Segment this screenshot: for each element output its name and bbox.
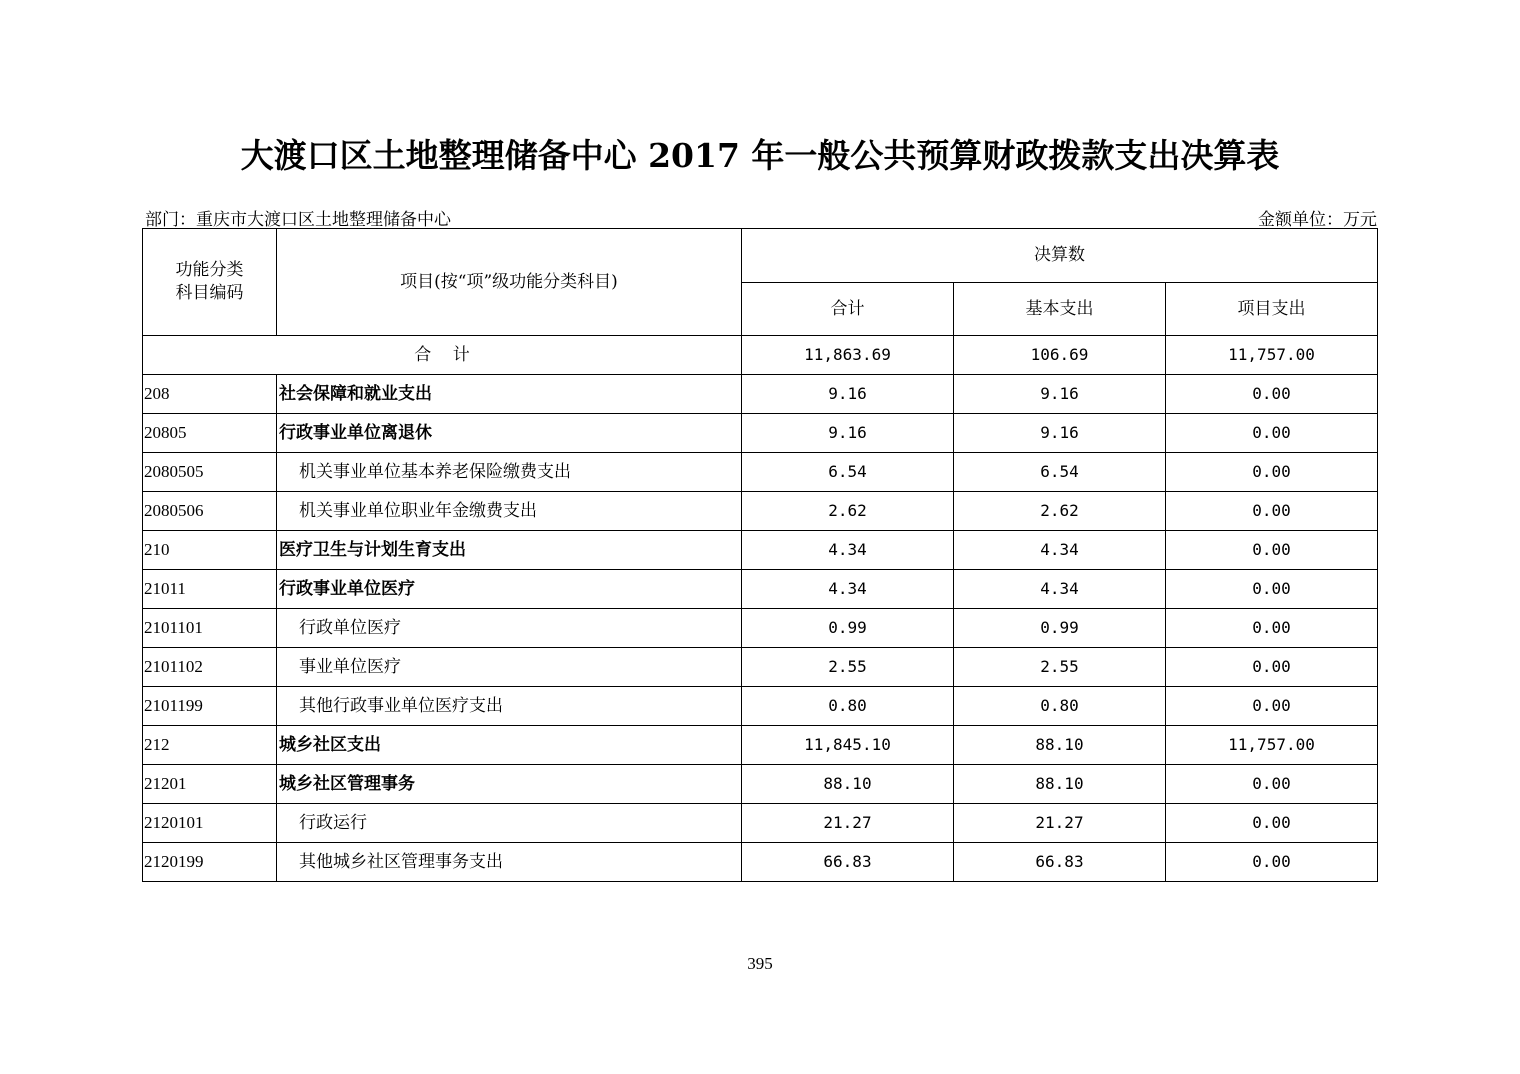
row-code: 2101199 bbox=[143, 687, 277, 726]
row-total: 9.16 bbox=[742, 414, 954, 453]
row-code: 2120199 bbox=[143, 843, 277, 882]
row-project: 11,757.00 bbox=[1166, 726, 1378, 765]
row-total: 0.99 bbox=[742, 609, 954, 648]
total-total: 11,863.69 bbox=[742, 336, 954, 375]
total-basic: 106.69 bbox=[954, 336, 1166, 375]
row-basic: 2.55 bbox=[954, 648, 1166, 687]
row-total: 9.16 bbox=[742, 375, 954, 414]
table-row bbox=[143, 726, 1378, 765]
row-code: 2080506 bbox=[143, 492, 277, 531]
row-basic: 9.16 bbox=[954, 414, 1166, 453]
header-row-1 bbox=[143, 229, 1378, 283]
row-project: 0.00 bbox=[1166, 414, 1378, 453]
row-code: 20805 bbox=[143, 414, 277, 453]
row-project: 0.00 bbox=[1166, 375, 1378, 414]
row-code: 2120101 bbox=[143, 804, 277, 843]
table-row bbox=[143, 765, 1378, 804]
table-row bbox=[143, 414, 1378, 453]
header-item: 项目(按“项”级功能分类科目) bbox=[277, 229, 742, 336]
row-total: 88.10 bbox=[742, 765, 954, 804]
row-basic: 6.54 bbox=[954, 453, 1166, 492]
total-label: 合 计 bbox=[143, 336, 742, 375]
table-body bbox=[143, 229, 1378, 882]
header-code bbox=[143, 229, 277, 336]
row-project: 0.00 bbox=[1166, 765, 1378, 804]
table-row bbox=[143, 453, 1378, 492]
row-basic: 21.27 bbox=[954, 804, 1166, 843]
row-name: 行政运行 bbox=[277, 804, 742, 843]
row-project: 0.00 bbox=[1166, 648, 1378, 687]
row-basic: 4.34 bbox=[954, 531, 1166, 570]
row-basic: 0.99 bbox=[954, 609, 1166, 648]
table-row bbox=[143, 687, 1378, 726]
budget-table bbox=[142, 228, 1378, 882]
row-name: 机关事业单位职业年金缴费支出 bbox=[277, 492, 742, 531]
table-row bbox=[143, 492, 1378, 531]
amount-unit-label: 金额单位：万元 bbox=[1258, 210, 1377, 230]
row-name: 机关事业单位基本养老保险缴费支出 bbox=[277, 453, 742, 492]
table-row bbox=[143, 375, 1378, 414]
row-project: 0.00 bbox=[1166, 687, 1378, 726]
row-code: 208 bbox=[143, 375, 277, 414]
header-col-total: 合计 bbox=[742, 283, 954, 336]
header-group: 决算数 bbox=[742, 229, 1378, 283]
table-row bbox=[143, 843, 1378, 882]
row-name: 医疗卫生与计划生育支出 bbox=[277, 531, 742, 570]
row-basic: 4.34 bbox=[954, 570, 1166, 609]
row-total: 2.55 bbox=[742, 648, 954, 687]
row-code: 21011 bbox=[143, 570, 277, 609]
row-name: 社会保障和就业支出 bbox=[277, 375, 742, 414]
row-project: 0.00 bbox=[1166, 843, 1378, 882]
row-total: 4.34 bbox=[742, 531, 954, 570]
row-code: 2080505 bbox=[143, 453, 277, 492]
row-total: 21.27 bbox=[742, 804, 954, 843]
row-total: 6.54 bbox=[742, 453, 954, 492]
row-basic: 0.80 bbox=[954, 687, 1166, 726]
row-total: 11,845.10 bbox=[742, 726, 954, 765]
header-code-line2: 科目编码 bbox=[175, 283, 244, 303]
row-project: 0.00 bbox=[1166, 570, 1378, 609]
row-project: 0.00 bbox=[1166, 453, 1378, 492]
row-project: 0.00 bbox=[1166, 492, 1378, 531]
table-row bbox=[143, 609, 1378, 648]
row-project: 0.00 bbox=[1166, 609, 1378, 648]
row-name: 其他行政事业单位医疗支出 bbox=[277, 687, 742, 726]
table-row bbox=[143, 570, 1378, 609]
header-col-basic: 基本支出 bbox=[954, 283, 1166, 336]
page-number: 395 bbox=[747, 954, 773, 973]
row-total: 4.34 bbox=[742, 570, 954, 609]
row-name: 行政事业单位医疗 bbox=[277, 570, 742, 609]
row-code: 2101101 bbox=[143, 609, 277, 648]
row-code: 210 bbox=[143, 531, 277, 570]
row-code: 212 bbox=[143, 726, 277, 765]
row-total: 0.80 bbox=[742, 687, 954, 726]
department-label: 部门：重庆市大渡口区土地整理储备中心 bbox=[145, 210, 451, 230]
row-name: 事业单位医疗 bbox=[277, 648, 742, 687]
row-name: 行政单位医疗 bbox=[277, 609, 742, 648]
table-row bbox=[143, 648, 1378, 687]
row-total: 2.62 bbox=[742, 492, 954, 531]
row-name: 行政事业单位离退休 bbox=[277, 414, 742, 453]
row-code: 2101102 bbox=[143, 648, 277, 687]
row-basic: 88.10 bbox=[954, 726, 1166, 765]
table-row bbox=[143, 804, 1378, 843]
total-row bbox=[143, 336, 1378, 375]
row-code: 21201 bbox=[143, 765, 277, 804]
row-name: 城乡社区支出 bbox=[277, 726, 742, 765]
table-row bbox=[143, 531, 1378, 570]
total-project: 11,757.00 bbox=[1166, 336, 1378, 375]
document-title: 大渡口区土地整理储备中心 2017 年一般公共预算财政拨款支出决算表 bbox=[240, 136, 1280, 175]
row-name: 城乡社区管理事务 bbox=[277, 765, 742, 804]
row-project: 0.00 bbox=[1166, 804, 1378, 843]
row-name: 其他城乡社区管理事务支出 bbox=[277, 843, 742, 882]
row-basic: 9.16 bbox=[954, 375, 1166, 414]
row-basic: 66.83 bbox=[954, 843, 1166, 882]
row-project: 0.00 bbox=[1166, 531, 1378, 570]
header-code-line1: 功能分类 bbox=[175, 260, 244, 280]
header-col-project: 项目支出 bbox=[1166, 283, 1378, 336]
row-total: 66.83 bbox=[742, 843, 954, 882]
row-basic: 88.10 bbox=[954, 765, 1166, 804]
row-basic: 2.62 bbox=[954, 492, 1166, 531]
